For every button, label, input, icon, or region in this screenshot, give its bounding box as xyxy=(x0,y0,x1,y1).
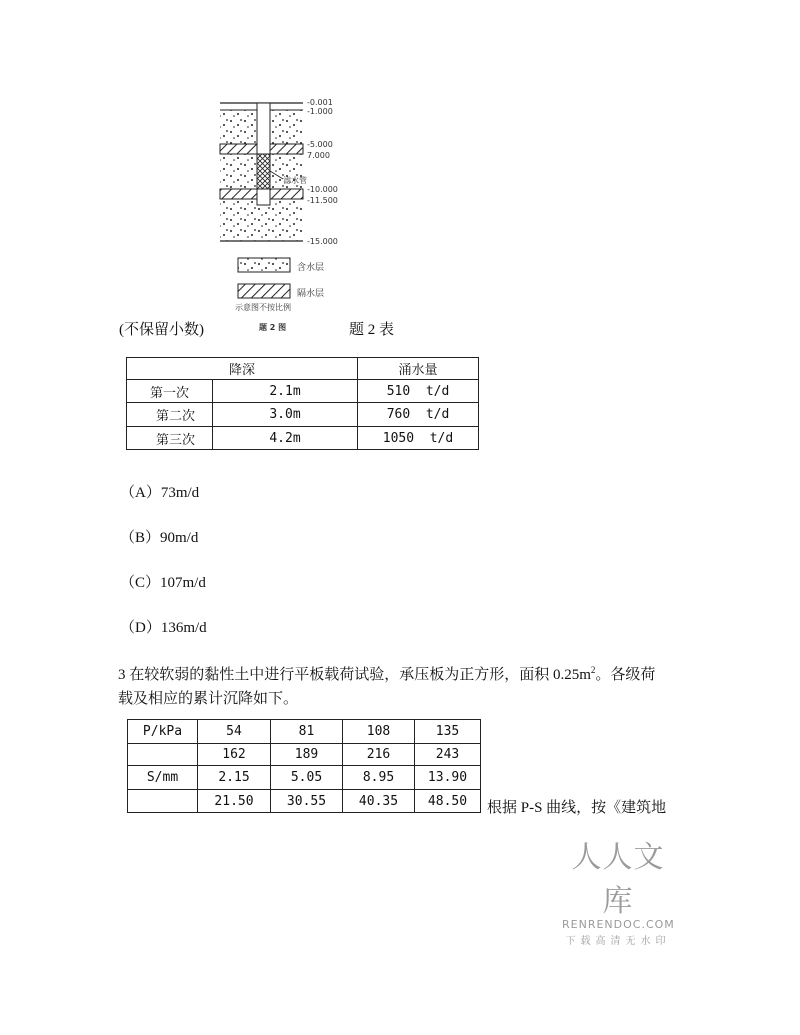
q2-instruction: (不保留小数) xyxy=(119,322,204,338)
table-row xyxy=(127,403,479,427)
option-b xyxy=(120,528,198,548)
depth-label: -0.001 xyxy=(307,98,333,107)
cell: 30.55 xyxy=(271,790,343,813)
figure-caption: 题 2 图 xyxy=(259,323,287,332)
cell: 243 xyxy=(415,744,481,766)
option-key: （B） xyxy=(120,530,161,546)
q2-drawdown-table xyxy=(126,357,479,450)
row-header xyxy=(128,790,198,813)
q3-question-text xyxy=(118,658,655,711)
q3-line1-end: 。各级荷 xyxy=(595,667,656,683)
depth-label: -1.000 xyxy=(307,107,333,116)
header-flow: 涌水量 xyxy=(358,358,479,380)
option-value: 136m/d xyxy=(160,620,207,636)
q3-line1: 3 在较软弱的黏性土中进行平板载荷试验，承压板为正方形，面积 0.25m xyxy=(118,667,591,683)
table-row xyxy=(127,427,479,450)
option-d xyxy=(120,618,207,638)
well-diagram-figure xyxy=(215,96,355,341)
flow-cell: 510 t/d xyxy=(358,380,479,403)
table-row xyxy=(128,744,481,766)
table-row xyxy=(128,790,481,813)
flow-cell: 760 t/d xyxy=(358,403,479,427)
row-header: P/kPa xyxy=(128,720,198,744)
legend-aquifer-label: 含水层 xyxy=(297,263,325,273)
header-drawdown: 降深 xyxy=(127,358,358,380)
cell: 54 xyxy=(198,720,271,744)
cell: 135 xyxy=(415,720,481,744)
depth-label: -5.000 xyxy=(307,140,333,149)
table-row xyxy=(128,766,481,790)
superscript: 2 xyxy=(590,665,596,675)
drawdown-cell: 2.1m xyxy=(213,380,358,403)
table-row xyxy=(128,720,481,744)
row-header: S/mm xyxy=(128,766,198,790)
cell: 48.50 xyxy=(415,790,481,813)
cell: 81 xyxy=(271,720,343,744)
drawdown-cell: 4.2m xyxy=(213,427,358,450)
filter-pipe-label: 滤水管 xyxy=(283,176,307,185)
q3-trailing-text: 根据 P-S 曲线，按《建筑地 xyxy=(487,800,667,816)
watermark-brand: 人人文库 xyxy=(571,840,665,919)
q3-line2: 载及相应的累计沉降如下。 xyxy=(118,691,299,707)
option-value: 107m/d xyxy=(160,575,206,591)
cell: 189 xyxy=(271,744,343,766)
table-header-row xyxy=(127,358,479,380)
cell: 21.50 xyxy=(198,790,271,813)
depth-label: -11.500 xyxy=(307,196,338,205)
option-key: （C） xyxy=(120,575,161,591)
watermark-slogan: 下载高清无水印 xyxy=(565,936,671,947)
drawdown-cell: 3.0m xyxy=(213,403,358,427)
legend-aquitard-label: 隔水层 xyxy=(297,289,325,299)
table-row xyxy=(127,380,479,403)
cell: 162 xyxy=(198,744,271,766)
cell: 216 xyxy=(343,744,415,766)
watermark-url: RENRENDOC.COM xyxy=(562,918,675,931)
watermark-logo xyxy=(562,832,674,947)
cell: 8.95 xyxy=(343,766,415,790)
row-label: 第一次 xyxy=(127,380,213,403)
option-value: 90m/d xyxy=(160,530,199,546)
q2-table-title: 题 2 表 xyxy=(349,322,395,338)
row-label: 第二次 xyxy=(127,403,213,427)
option-c xyxy=(120,573,206,593)
depth-label: 7.000 xyxy=(307,151,330,160)
row-label: 第三次 xyxy=(127,427,213,450)
cell: 2.15 xyxy=(198,766,271,790)
flow-cell: 1050 t/d xyxy=(358,427,479,450)
option-key: （D） xyxy=(120,620,161,636)
cell: 5.05 xyxy=(271,766,343,790)
cell: 13.90 xyxy=(415,766,481,790)
option-key: （A） xyxy=(120,485,161,501)
row-header xyxy=(128,744,198,766)
cell: 40.35 xyxy=(343,790,415,813)
depth-label: -10.000 xyxy=(307,185,338,194)
depth-label: -15.000 xyxy=(307,237,338,246)
cell: 108 xyxy=(343,720,415,744)
option-value: 73m/d xyxy=(160,485,200,501)
figure-note: 示意图不按比例 xyxy=(235,303,291,312)
option-a xyxy=(120,483,199,503)
q3-load-settlement-table xyxy=(127,719,481,813)
